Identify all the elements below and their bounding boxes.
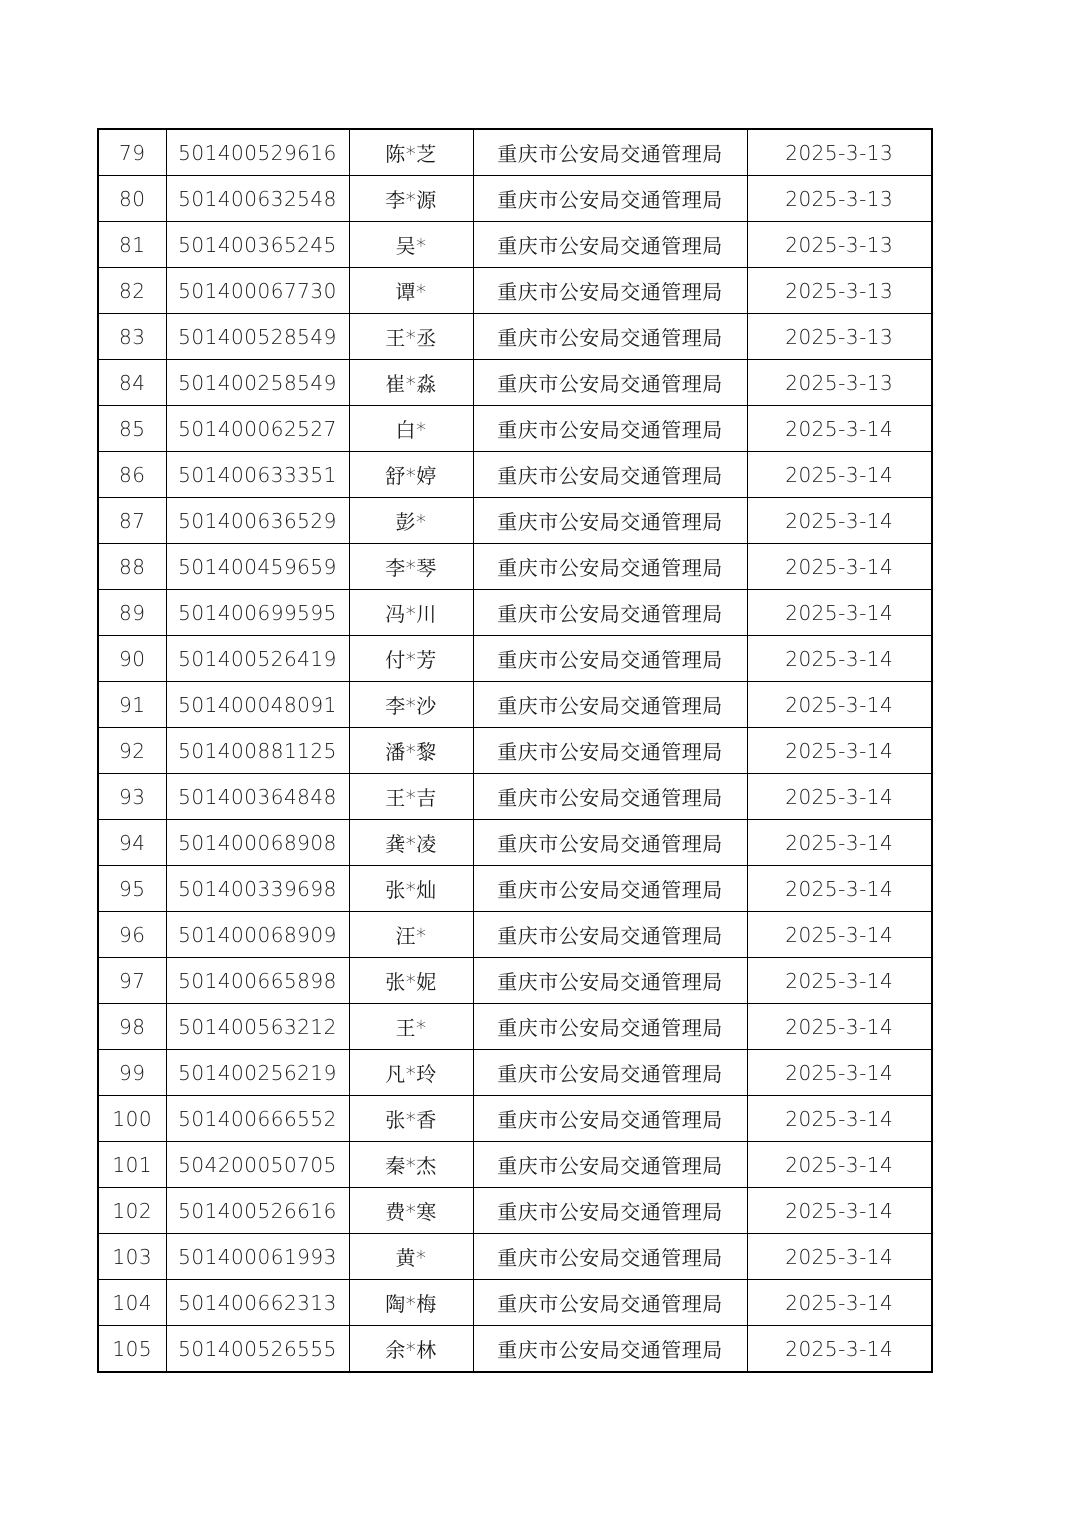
cell-record-id: 501400881125 bbox=[166, 728, 349, 774]
cell-record-id: 501400258549 bbox=[166, 360, 349, 406]
cell-sequence-number: 81 bbox=[98, 222, 166, 268]
cell-sequence-number: 101 bbox=[98, 1142, 166, 1188]
cell-record-id: 501400526555 bbox=[166, 1326, 349, 1373]
table-row bbox=[98, 820, 932, 866]
cell-organization: 重庆市公安局交通管理局 bbox=[473, 820, 747, 866]
cell-person-name: 张*灿 bbox=[349, 866, 473, 912]
cell-record-id: 501400526419 bbox=[166, 636, 349, 682]
cell-sequence-number: 82 bbox=[98, 268, 166, 314]
cell-record-id: 501400665898 bbox=[166, 958, 349, 1004]
cell-organization: 重庆市公安局交通管理局 bbox=[473, 636, 747, 682]
cell-sequence-number: 84 bbox=[98, 360, 166, 406]
cell-record-id: 501400048091 bbox=[166, 682, 349, 728]
cell-person-name: 陈*芝 bbox=[349, 129, 473, 176]
cell-organization: 重庆市公安局交通管理局 bbox=[473, 1234, 747, 1280]
cell-organization: 重庆市公安局交通管理局 bbox=[473, 590, 747, 636]
cell-organization: 重庆市公安局交通管理局 bbox=[473, 958, 747, 1004]
cell-sequence-number: 87 bbox=[98, 498, 166, 544]
cell-record-id: 501400666552 bbox=[166, 1096, 349, 1142]
cell-record-id: 501400632548 bbox=[166, 176, 349, 222]
cell-date: 2025-3-13 bbox=[747, 268, 932, 314]
cell-organization: 重庆市公安局交通管理局 bbox=[473, 1004, 747, 1050]
cell-person-name: 潘*黎 bbox=[349, 728, 473, 774]
table-row bbox=[98, 452, 932, 498]
cell-person-name: 冯*川 bbox=[349, 590, 473, 636]
cell-date: 2025-3-14 bbox=[747, 728, 932, 774]
cell-record-id: 501400529616 bbox=[166, 129, 349, 176]
cell-record-id: 501400068909 bbox=[166, 912, 349, 958]
table-row bbox=[98, 1280, 932, 1326]
cell-sequence-number: 88 bbox=[98, 544, 166, 590]
cell-record-id: 501400256219 bbox=[166, 1050, 349, 1096]
table-row bbox=[98, 636, 932, 682]
cell-sequence-number: 85 bbox=[98, 406, 166, 452]
cell-record-id: 501400364848 bbox=[166, 774, 349, 820]
cell-date: 2025-3-13 bbox=[747, 360, 932, 406]
cell-person-name: 李*沙 bbox=[349, 682, 473, 728]
table-row bbox=[98, 1142, 932, 1188]
cell-record-id: 504200050705 bbox=[166, 1142, 349, 1188]
cell-sequence-number: 100 bbox=[98, 1096, 166, 1142]
table-row bbox=[98, 406, 932, 452]
cell-sequence-number: 102 bbox=[98, 1188, 166, 1234]
cell-record-id: 501400636529 bbox=[166, 498, 349, 544]
cell-date: 2025-3-14 bbox=[747, 958, 932, 1004]
cell-sequence-number: 91 bbox=[98, 682, 166, 728]
cell-date: 2025-3-14 bbox=[747, 774, 932, 820]
cell-person-name: 李*源 bbox=[349, 176, 473, 222]
cell-date: 2025-3-13 bbox=[747, 176, 932, 222]
cell-sequence-number: 104 bbox=[98, 1280, 166, 1326]
cell-date: 2025-3-14 bbox=[747, 912, 932, 958]
cell-sequence-number: 79 bbox=[98, 129, 166, 176]
cell-person-name: 凡*玲 bbox=[349, 1050, 473, 1096]
cell-date: 2025-3-14 bbox=[747, 452, 932, 498]
cell-organization: 重庆市公安局交通管理局 bbox=[473, 268, 747, 314]
cell-record-id: 501400459659 bbox=[166, 544, 349, 590]
cell-sequence-number: 93 bbox=[98, 774, 166, 820]
table-row bbox=[98, 1096, 932, 1142]
cell-person-name: 汪* bbox=[349, 912, 473, 958]
cell-sequence-number: 99 bbox=[98, 1050, 166, 1096]
cell-person-name: 秦*杰 bbox=[349, 1142, 473, 1188]
cell-organization: 重庆市公安局交通管理局 bbox=[473, 544, 747, 590]
cell-record-id: 501400633351 bbox=[166, 452, 349, 498]
cell-organization: 重庆市公安局交通管理局 bbox=[473, 314, 747, 360]
cell-sequence-number: 80 bbox=[98, 176, 166, 222]
cell-date: 2025-3-14 bbox=[747, 406, 932, 452]
cell-organization: 重庆市公安局交通管理局 bbox=[473, 222, 747, 268]
table-row bbox=[98, 682, 932, 728]
table-row bbox=[98, 176, 932, 222]
cell-organization: 重庆市公安局交通管理局 bbox=[473, 452, 747, 498]
cell-sequence-number: 95 bbox=[98, 866, 166, 912]
cell-person-name: 陶*梅 bbox=[349, 1280, 473, 1326]
cell-person-name: 王*丞 bbox=[349, 314, 473, 360]
cell-person-name: 张*香 bbox=[349, 1096, 473, 1142]
cell-date: 2025-3-14 bbox=[747, 1050, 932, 1096]
cell-date: 2025-3-14 bbox=[747, 1326, 932, 1373]
table-row bbox=[98, 590, 932, 636]
cell-date: 2025-3-14 bbox=[747, 1096, 932, 1142]
table-row bbox=[98, 314, 932, 360]
table-row bbox=[98, 866, 932, 912]
cell-date: 2025-3-13 bbox=[747, 129, 932, 176]
cell-person-name: 余*林 bbox=[349, 1326, 473, 1373]
cell-record-id: 501400563212 bbox=[166, 1004, 349, 1050]
cell-record-id: 501400365245 bbox=[166, 222, 349, 268]
cell-organization: 重庆市公安局交通管理局 bbox=[473, 1142, 747, 1188]
cell-sequence-number: 92 bbox=[98, 728, 166, 774]
table-row bbox=[98, 129, 932, 176]
cell-organization: 重庆市公安局交通管理局 bbox=[473, 129, 747, 176]
cell-sequence-number: 83 bbox=[98, 314, 166, 360]
cell-sequence-number: 89 bbox=[98, 590, 166, 636]
cell-date: 2025-3-14 bbox=[747, 1142, 932, 1188]
cell-organization: 重庆市公安局交通管理局 bbox=[473, 360, 747, 406]
cell-organization: 重庆市公安局交通管理局 bbox=[473, 774, 747, 820]
cell-organization: 重庆市公安局交通管理局 bbox=[473, 498, 747, 544]
cell-person-name: 彭* bbox=[349, 498, 473, 544]
cell-date: 2025-3-13 bbox=[747, 222, 932, 268]
cell-record-id: 501400068908 bbox=[166, 820, 349, 866]
cell-person-name: 吴* bbox=[349, 222, 473, 268]
table-row bbox=[98, 360, 932, 406]
table-row bbox=[98, 1326, 932, 1373]
cell-person-name: 白* bbox=[349, 406, 473, 452]
cell-organization: 重庆市公安局交通管理局 bbox=[473, 1096, 747, 1142]
table-row bbox=[98, 1188, 932, 1234]
cell-person-name: 崔*淼 bbox=[349, 360, 473, 406]
cell-record-id: 501400528549 bbox=[166, 314, 349, 360]
table-row bbox=[98, 958, 932, 1004]
table-row bbox=[98, 222, 932, 268]
cell-organization: 重庆市公安局交通管理局 bbox=[473, 866, 747, 912]
cell-sequence-number: 94 bbox=[98, 820, 166, 866]
cell-organization: 重庆市公安局交通管理局 bbox=[473, 176, 747, 222]
cell-organization: 重庆市公安局交通管理局 bbox=[473, 1050, 747, 1096]
table-row bbox=[98, 1050, 932, 1096]
table-row bbox=[98, 1234, 932, 1280]
cell-date: 2025-3-14 bbox=[747, 682, 932, 728]
cell-person-name: 李*琴 bbox=[349, 544, 473, 590]
cell-sequence-number: 90 bbox=[98, 636, 166, 682]
cell-organization: 重庆市公安局交通管理局 bbox=[473, 1188, 747, 1234]
cell-date: 2025-3-14 bbox=[747, 866, 932, 912]
cell-record-id: 501400062527 bbox=[166, 406, 349, 452]
table-row bbox=[98, 728, 932, 774]
cell-record-id: 501400662313 bbox=[166, 1280, 349, 1326]
cell-date: 2025-3-14 bbox=[747, 636, 932, 682]
cell-record-id: 501400339698 bbox=[166, 866, 349, 912]
records-table-body bbox=[98, 129, 932, 1372]
cell-person-name: 黄* bbox=[349, 1234, 473, 1280]
cell-person-name: 张*妮 bbox=[349, 958, 473, 1004]
cell-person-name: 王*吉 bbox=[349, 774, 473, 820]
cell-sequence-number: 96 bbox=[98, 912, 166, 958]
cell-date: 2025-3-14 bbox=[747, 1004, 932, 1050]
cell-date: 2025-3-14 bbox=[747, 1280, 932, 1326]
cell-organization: 重庆市公安局交通管理局 bbox=[473, 1326, 747, 1373]
cell-sequence-number: 105 bbox=[98, 1326, 166, 1373]
cell-date: 2025-3-14 bbox=[747, 544, 932, 590]
table-row bbox=[98, 268, 932, 314]
table-row bbox=[98, 1004, 932, 1050]
cell-date: 2025-3-14 bbox=[747, 590, 932, 636]
cell-person-name: 舒*婷 bbox=[349, 452, 473, 498]
cell-person-name: 费*寒 bbox=[349, 1188, 473, 1234]
cell-record-id: 501400061993 bbox=[166, 1234, 349, 1280]
cell-date: 2025-3-14 bbox=[747, 820, 932, 866]
cell-sequence-number: 97 bbox=[98, 958, 166, 1004]
cell-organization: 重庆市公安局交通管理局 bbox=[473, 1280, 747, 1326]
table-row bbox=[98, 498, 932, 544]
cell-record-id: 501400699595 bbox=[166, 590, 349, 636]
cell-organization: 重庆市公安局交通管理局 bbox=[473, 728, 747, 774]
cell-date: 2025-3-14 bbox=[747, 498, 932, 544]
cell-date: 2025-3-13 bbox=[747, 314, 932, 360]
records-table bbox=[97, 128, 933, 1373]
cell-organization: 重庆市公安局交通管理局 bbox=[473, 406, 747, 452]
table-row bbox=[98, 774, 932, 820]
cell-record-id: 501400526616 bbox=[166, 1188, 349, 1234]
cell-sequence-number: 103 bbox=[98, 1234, 166, 1280]
cell-organization: 重庆市公安局交通管理局 bbox=[473, 682, 747, 728]
cell-person-name: 王* bbox=[349, 1004, 473, 1050]
cell-record-id: 501400067730 bbox=[166, 268, 349, 314]
cell-person-name: 谭* bbox=[349, 268, 473, 314]
cell-sequence-number: 86 bbox=[98, 452, 166, 498]
cell-sequence-number: 98 bbox=[98, 1004, 166, 1050]
cell-date: 2025-3-14 bbox=[747, 1234, 932, 1280]
cell-organization: 重庆市公安局交通管理局 bbox=[473, 912, 747, 958]
cell-person-name: 付*芳 bbox=[349, 636, 473, 682]
table-row bbox=[98, 912, 932, 958]
cell-person-name: 龚*凌 bbox=[349, 820, 473, 866]
cell-date: 2025-3-14 bbox=[747, 1188, 932, 1234]
table-row bbox=[98, 544, 932, 590]
